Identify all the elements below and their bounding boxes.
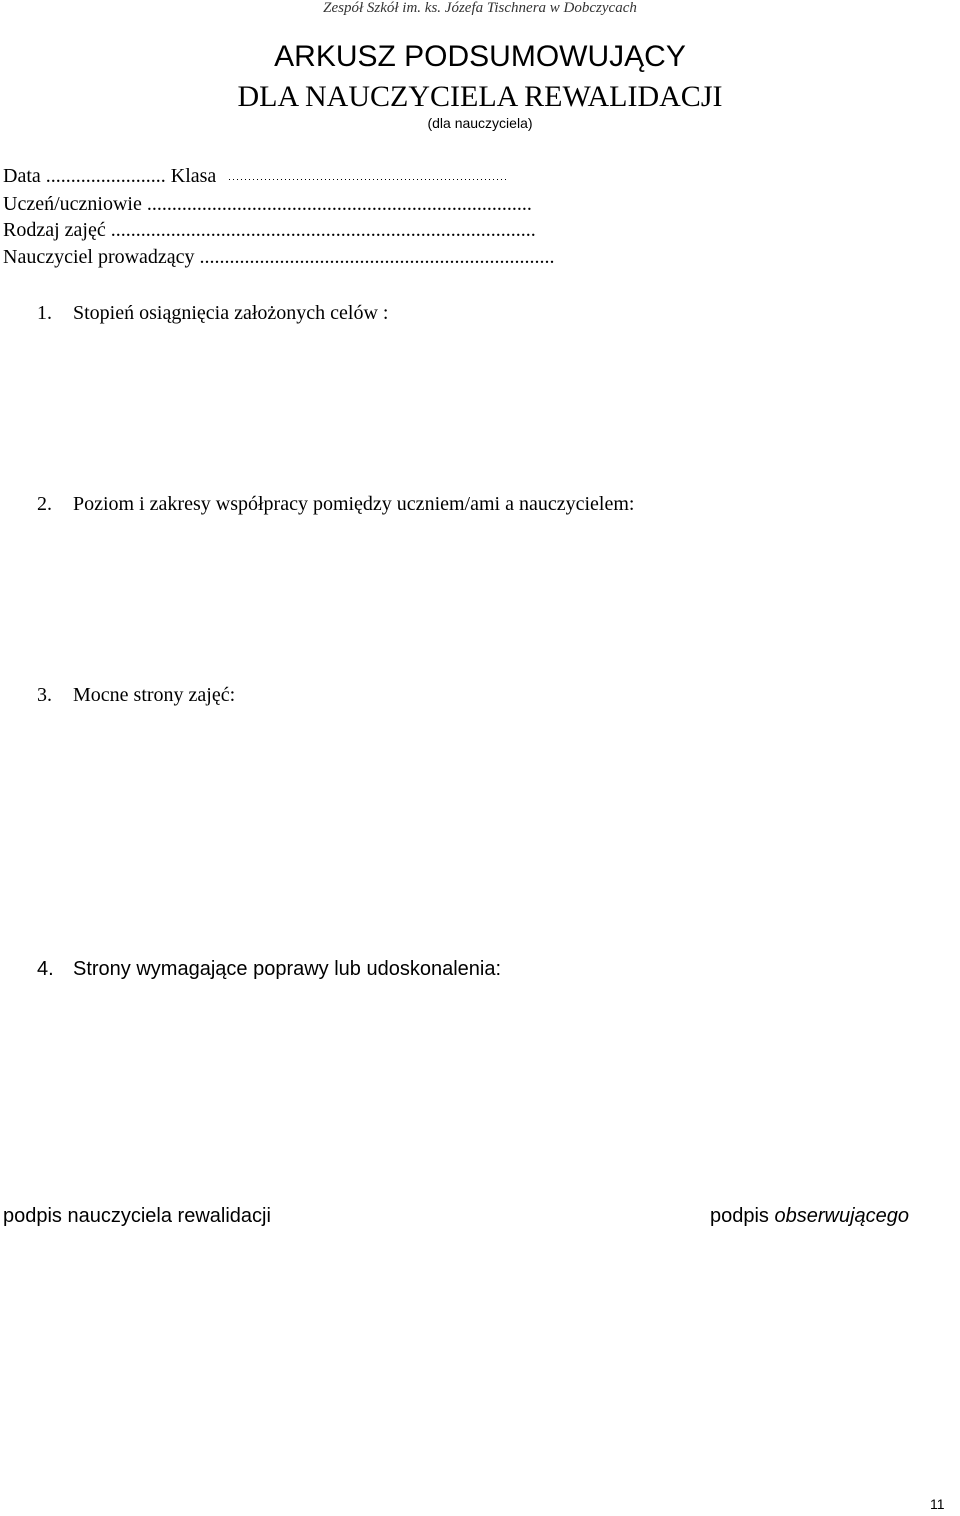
section-label: Stopień osiągnięcia założonych celów : (73, 302, 389, 324)
section-4 (37, 958, 501, 981)
section-number: 1. (37, 302, 52, 324)
document-subtitle: (dla nauczyciela) (427, 115, 533, 131)
page-number: 11 (930, 1496, 945, 1512)
signature-observer-prefix: podpis (710, 1205, 769, 1227)
document-title-line2: DLA NAUCZYCIELA REWALIDACJI (237, 80, 723, 113)
field-data: Data ........................ (3, 165, 166, 187)
section-label: Mocne strony zajęć: (73, 684, 236, 706)
signature-observer (710, 1205, 909, 1228)
section-3 (37, 684, 235, 707)
field-nauczyciel: Nauczyciel prowadzący ....................................................................... (3, 246, 555, 268)
signature-observer-italic: obserwującego (774, 1205, 910, 1227)
school-header: Zespół Szkół im. ks. Józefa Tischnera w Dobczycach (323, 0, 637, 16)
document-title: ARKUSZ PODSUMOWUJĄCY (274, 40, 686, 73)
section-number: 3. (37, 684, 52, 706)
section-2 (37, 493, 634, 516)
field-klasa: Klasa (170, 165, 217, 187)
section-number: 4. (37, 958, 54, 980)
field-data-row (3, 165, 507, 188)
klasa-dotted-line (229, 179, 507, 180)
section-1 (37, 302, 388, 325)
section-number: 2. (37, 493, 52, 515)
signature-teacher: podpis nauczyciela rewalidacji (3, 1205, 271, 1227)
field-uczen: Uczeń/uczniowie ............................................................................. (3, 193, 532, 215)
section-label: Strony wymagające poprawy lub udoskonalenia: (73, 958, 502, 980)
section-label: Poziom i zakresy współpracy pomiędzy uczniem/ami a nauczycielem: (73, 493, 635, 515)
field-rodzaj-zajec: Rodzaj zajęć ..................................................................................... (3, 219, 536, 241)
